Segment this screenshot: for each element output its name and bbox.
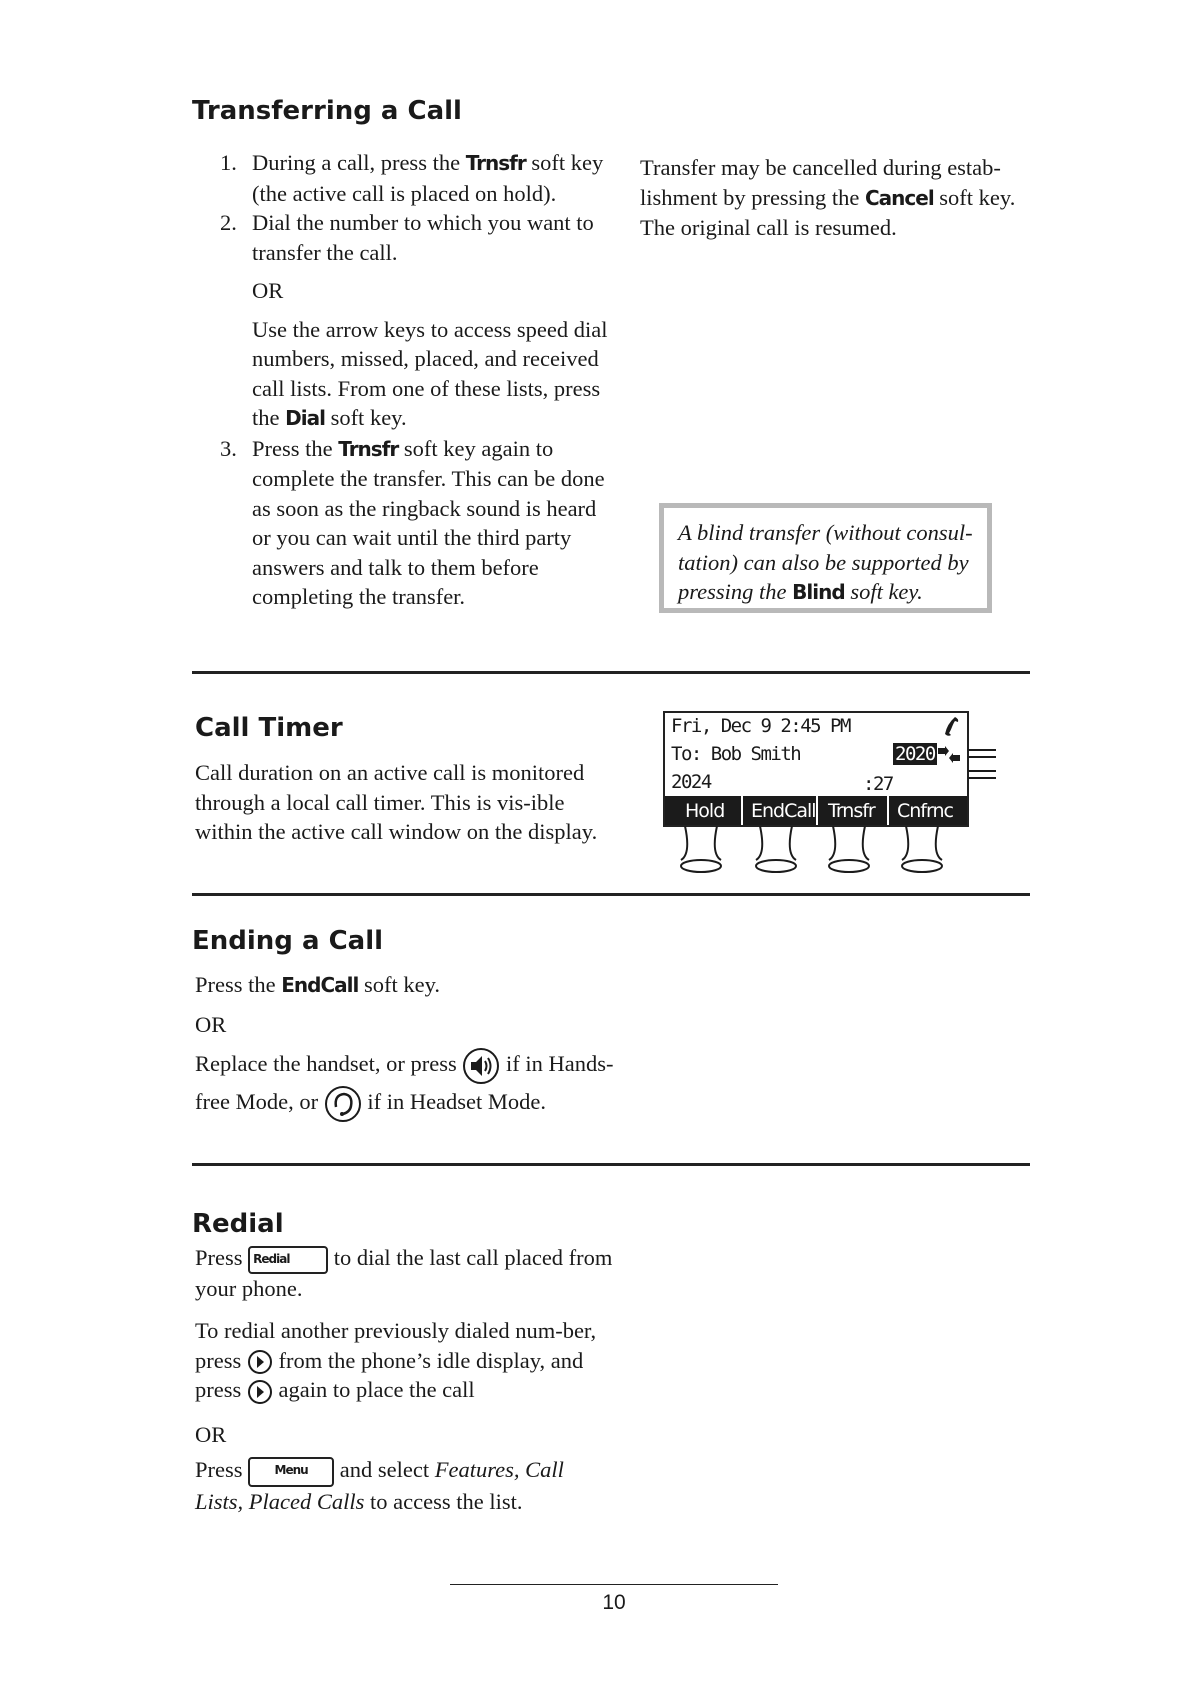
display-call-timer: :27 — [863, 773, 893, 795]
transfer-step-3 — [192, 434, 612, 612]
step-number: 2. — [220, 210, 237, 235]
section-divider — [192, 671, 1030, 674]
menu-path: Features, Call Lists, Placed Calls — [195, 1457, 564, 1514]
redial-text: from the phone’s idle display, and press — [195, 1347, 584, 1403]
softkey-label: Dial — [285, 406, 325, 430]
ending-heading: Ending a Call — [192, 926, 384, 956]
softkey-hold: Hold — [685, 800, 725, 822]
softkey-label: Blind — [792, 580, 845, 604]
call-direction-icon — [937, 745, 963, 763]
page-number: 10 — [450, 1584, 778, 1615]
transfer-heading: Transferring a Call — [192, 96, 462, 126]
softkey-label: Trnsfr — [465, 151, 526, 175]
side-text: soft key. The original call is resumed. — [640, 184, 1016, 240]
display-number: 2024 — [671, 771, 711, 793]
section-divider — [192, 893, 1030, 896]
ending-text: soft key. — [358, 972, 441, 997]
redial-text: and select — [334, 1457, 435, 1482]
blind-transfer-note — [659, 503, 992, 613]
ending-line-2 — [195, 1047, 615, 1123]
ending-text: if in Headset Mode. — [361, 1089, 547, 1115]
transfer-step-2-alt — [192, 315, 612, 434]
menu-key — [248, 1457, 334, 1487]
speaker-key-icon — [462, 1047, 500, 1085]
headset-key-icon — [324, 1085, 362, 1123]
softkey-endcall: EndCall — [751, 800, 816, 822]
softkey-cnfrnc: Cnfrnc — [897, 800, 953, 822]
handset-icon — [939, 715, 961, 737]
ending-text: Replace the handset, or press — [195, 1051, 463, 1077]
display-side-lines-icon — [968, 744, 998, 784]
display-line-number — [893, 743, 937, 765]
menu-key-label: Menu — [274, 1462, 308, 1477]
right-arrow-key-icon — [247, 1379, 273, 1405]
softkey-buttons-illustration — [669, 826, 999, 876]
side-text: Transfer may be cancelled during estab-lishment by pressing the — [640, 155, 1001, 210]
phone-display — [663, 711, 969, 827]
softkey-label: Cancel — [864, 185, 934, 210]
transfer-or — [192, 276, 612, 306]
step-text: Dial the number to which you want to transfer the call. — [252, 210, 594, 265]
redial-or: OR — [195, 1422, 227, 1447]
softkey-trnsfr: Trnsfr — [828, 800, 875, 822]
step-number: 1. — [220, 150, 237, 175]
transfer-side-text — [640, 153, 1022, 243]
redial-text: Press — [195, 1245, 249, 1270]
softkey-label: EndCall — [281, 973, 359, 997]
note-text: soft key. — [844, 579, 923, 604]
display-date-time: Fri, Dec 9 2:45 PM — [671, 715, 850, 737]
call-timer-heading: Call Timer — [195, 713, 343, 743]
redial-text: again to place the call — [272, 1377, 475, 1403]
redial-para-1 — [195, 1243, 615, 1303]
step-text: Press the — [252, 435, 339, 461]
ending-text: Press the — [195, 972, 282, 997]
note-text: A blind transfer (without consul-tation) can also be supported by pressing the — [678, 520, 973, 604]
redial-key — [248, 1246, 328, 1274]
redial-key-label: Redial — [253, 1251, 290, 1266]
redial-para-2 — [195, 1316, 615, 1405]
redial-text: to dial the last call placed from your phone. — [195, 1245, 613, 1301]
transfer-step-2 — [192, 208, 612, 267]
redial-text: To redial another previously dialed num-ber, press — [195, 1318, 597, 1373]
softkey-label: Trnsfr — [338, 436, 399, 461]
transfer-step-1 — [192, 148, 612, 208]
step-text: soft key (the active call is placed on hold). — [252, 150, 604, 206]
redial-para-3 — [195, 1455, 615, 1516]
ending-line-1 — [195, 970, 615, 1001]
redial-heading: Redial — [192, 1209, 284, 1239]
ending-text: if in Hands-free Mode, or — [195, 1051, 614, 1115]
redial-text: to access the list. — [364, 1488, 523, 1514]
line-number-badge: 2020 — [895, 743, 935, 765]
step-number: 3. — [220, 435, 237, 461]
step-text: Use the arrow keys to access speed dial numbers, missed, placed, and received call lists. From one of these lists, press the — [252, 316, 608, 430]
softkey-bar — [665, 796, 967, 825]
call-timer-text: Call duration on an active call is monitored through a local call timer. This is vis-ible within the active call window on the display. — [195, 760, 598, 844]
right-arrow-key-icon — [247, 1349, 273, 1375]
transfer-steps — [192, 148, 612, 612]
display-to-line: To: Bob Smith — [671, 743, 801, 765]
step-text: soft key. — [324, 405, 407, 430]
section-divider — [192, 1163, 1030, 1166]
ending-or: OR — [195, 1012, 227, 1037]
step-text: soft key again to complete the transfer. This can be done as soon as the ringback sound is heard or you can wait until the third party answers and talk to them before completing the transfer. — [252, 435, 605, 609]
step-text: During a call, press the — [252, 150, 466, 175]
redial-text: Press — [195, 1457, 249, 1482]
or-text: OR — [252, 278, 284, 303]
